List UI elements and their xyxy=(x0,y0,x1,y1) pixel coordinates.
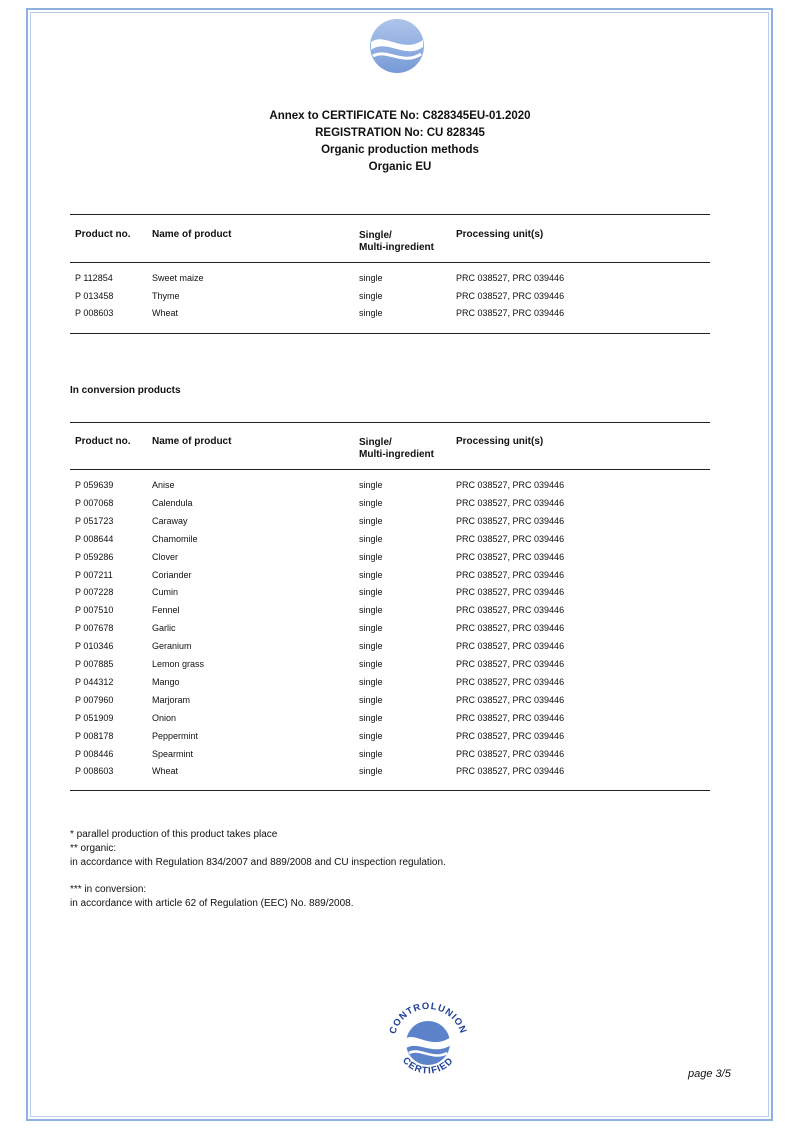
product-number: P 059286 xyxy=(75,551,114,562)
ingredient-type: single xyxy=(359,605,383,616)
product-number: P 044312 xyxy=(75,676,114,687)
ingredient-type: single xyxy=(359,641,383,652)
ingredient-type: single xyxy=(359,533,383,544)
product-number: P 013458 xyxy=(75,290,114,301)
table-row xyxy=(70,498,710,516)
ingredient-type: single xyxy=(359,676,383,687)
product-name: Peppermint xyxy=(152,730,199,741)
ingredient-type: single xyxy=(359,551,383,562)
processing-units: PRC 038527, PRC 039446 xyxy=(456,694,565,705)
note-organic-label: ** organic: xyxy=(70,843,117,854)
registration-number: REGISTRATION No: CU 828345 xyxy=(315,127,485,139)
processing-units: PRC 038527, PRC 039446 xyxy=(456,587,565,598)
processing-units: PRC 038527, PRC 039446 xyxy=(456,551,565,562)
table-row xyxy=(70,713,710,731)
ingredient-type: single xyxy=(359,766,383,777)
product-name: Sweet maize xyxy=(152,273,204,283)
col-single xyxy=(359,437,434,461)
processing-units: PRC 038527, PRC 039446 xyxy=(456,273,565,283)
conversion-table-header xyxy=(70,436,710,466)
table-row xyxy=(70,273,710,291)
ingredient-type: single xyxy=(359,308,383,318)
col-product-name: Name of product xyxy=(152,229,232,240)
table-row xyxy=(70,570,710,588)
processing-units: PRC 038527, PRC 039446 xyxy=(456,497,565,508)
product-name: Wheat xyxy=(152,766,179,777)
table-row xyxy=(70,766,710,784)
processing-units: PRC 038527, PRC 039446 xyxy=(456,623,565,634)
processing-units: PRC 038527, PRC 039446 xyxy=(456,712,565,723)
control-union-logo-icon xyxy=(365,14,429,78)
product-number: P 008603 xyxy=(75,766,114,777)
col-single xyxy=(359,230,434,254)
ingredient-type: single xyxy=(359,273,383,283)
processing-units: PRC 038527, PRC 039446 xyxy=(456,569,565,580)
ingredient-type: single xyxy=(359,497,383,508)
processing-units: PRC 038527, PRC 039446 xyxy=(456,605,565,616)
product-name: Garlic xyxy=(152,623,176,634)
product-number: P 008446 xyxy=(75,748,114,759)
control-union-certified-seal xyxy=(385,993,471,1085)
product-name: Clover xyxy=(152,551,179,562)
processing-units: PRC 038527, PRC 039446 xyxy=(456,641,565,652)
processing-units: PRC 038527, PRC 039446 xyxy=(456,308,565,318)
product-name: Cumin xyxy=(152,587,179,598)
table-row xyxy=(70,677,710,695)
processing-units: PRC 038527, PRC 039446 xyxy=(456,533,565,544)
ingredient-type: single xyxy=(359,623,383,634)
table-bottom-rule xyxy=(70,790,710,791)
standard-name: Organic EU xyxy=(368,161,432,173)
product-number: P 007211 xyxy=(75,569,113,580)
col-product-name: Name of product xyxy=(152,436,232,447)
col-single-line1: Single/ xyxy=(359,437,392,448)
product-name: Fennel xyxy=(152,605,180,616)
product-number: P 059639 xyxy=(75,480,114,490)
product-name: Lemon grass xyxy=(152,659,205,669)
product-number: P 112854 xyxy=(75,273,113,283)
product-number: P 007960 xyxy=(75,694,114,705)
ingredient-type: single xyxy=(359,712,383,723)
processing-units: PRC 038527, PRC 039446 xyxy=(456,730,565,741)
table-row xyxy=(70,605,710,623)
product-name: Anise xyxy=(152,480,175,490)
ingredient-type: single xyxy=(359,748,383,759)
table-row xyxy=(70,659,710,677)
note-parallel: * parallel production of this product takes place xyxy=(70,829,278,840)
ingredient-type: single xyxy=(359,587,383,598)
col-processing: Processing unit(s) xyxy=(456,229,544,240)
product-name: Geranium xyxy=(152,641,192,652)
col-product-no: Product no. xyxy=(75,436,131,447)
ingredient-type: single xyxy=(359,730,383,741)
table-row xyxy=(70,695,710,713)
table-row xyxy=(70,587,710,605)
ingredient-type: single xyxy=(359,569,383,580)
production-method: Organic production methods xyxy=(321,144,479,156)
table-row xyxy=(70,641,710,659)
table-row xyxy=(70,731,710,749)
product-number: P 008603 xyxy=(75,308,114,318)
table-top-rule xyxy=(70,422,710,423)
processing-units: PRC 038527, PRC 039446 xyxy=(456,515,565,526)
product-name: Coriander xyxy=(152,569,192,580)
table-row xyxy=(70,291,710,309)
table-header-rule xyxy=(70,469,710,470)
table-row xyxy=(70,623,710,641)
col-single-line1: Single/ xyxy=(359,230,392,241)
col-product-no: Product no. xyxy=(75,229,131,240)
table-row xyxy=(70,749,710,767)
note-conversion-label: *** in conversion: xyxy=(70,884,147,895)
seal-top-text: CONTROLUNION xyxy=(387,1000,469,1036)
product-number: P 051909 xyxy=(75,712,114,723)
processing-units: PRC 038527, PRC 039446 xyxy=(456,766,565,777)
product-name: Spearmint xyxy=(152,748,194,759)
footnotes xyxy=(70,828,446,911)
page-number: page 3/5 xyxy=(688,1068,731,1080)
product-number: P 007228 xyxy=(75,587,114,598)
product-name: Thyme xyxy=(152,290,180,301)
ingredient-type: single xyxy=(359,290,383,301)
product-name: Marjoram xyxy=(152,694,191,705)
processing-units: PRC 038527, PRC 039446 xyxy=(456,480,565,490)
product-number: P 051723 xyxy=(75,515,114,526)
ingredient-type: single xyxy=(359,480,383,490)
product-number: P 010346 xyxy=(75,641,114,652)
processing-units: PRC 038527, PRC 039446 xyxy=(456,676,565,687)
ingredient-type: single xyxy=(359,515,383,526)
product-number: P 007510 xyxy=(75,605,114,616)
product-number: P 007068 xyxy=(75,497,114,508)
product-number: P 007885 xyxy=(75,659,114,669)
table-row xyxy=(70,534,710,552)
product-name: Wheat xyxy=(152,308,179,318)
product-number: P 008178 xyxy=(75,730,114,741)
processing-units: PRC 038527, PRC 039446 xyxy=(456,290,565,301)
table-top-rule xyxy=(70,214,710,215)
product-name: Chamomile xyxy=(152,533,198,544)
table-row xyxy=(70,516,710,534)
product-name: Mango xyxy=(152,676,180,687)
organic-table-header xyxy=(70,229,710,259)
table-row xyxy=(70,308,710,326)
certificate-number: Annex to CERTIFICATE No: C828345EU-01.2020 xyxy=(269,110,531,122)
product-name: Caraway xyxy=(152,515,188,526)
ingredient-type: single xyxy=(359,659,383,669)
col-single-line2: Multi-ingredient xyxy=(359,242,434,253)
product-number: P 007678 xyxy=(75,623,114,634)
table-bottom-rule xyxy=(70,333,710,334)
note-organic-text: in accordance with Regulation 834/2007 and 889/2008 and CU inspection regulation. xyxy=(70,857,446,868)
note-conversion-text: in accordance with article 62 of Regulation (EEC) No. 889/2008. xyxy=(70,898,354,909)
col-single-line2: Multi-ingredient xyxy=(359,449,434,460)
product-name: Calendula xyxy=(152,497,193,508)
table-row xyxy=(70,480,710,498)
product-number: P 008644 xyxy=(75,533,114,544)
processing-units: PRC 038527, PRC 039446 xyxy=(456,659,565,669)
table-header-rule xyxy=(70,262,710,263)
processing-units: PRC 038527, PRC 039446 xyxy=(456,748,565,759)
product-name: Onion xyxy=(152,712,177,723)
seal-bottom-text: CERTIFIED xyxy=(400,1055,456,1077)
table-row xyxy=(70,552,710,570)
col-processing: Processing unit(s) xyxy=(456,436,544,447)
conversion-section-title: In conversion products xyxy=(70,385,181,396)
certificate-header xyxy=(0,108,800,176)
ingredient-type: single xyxy=(359,694,383,705)
